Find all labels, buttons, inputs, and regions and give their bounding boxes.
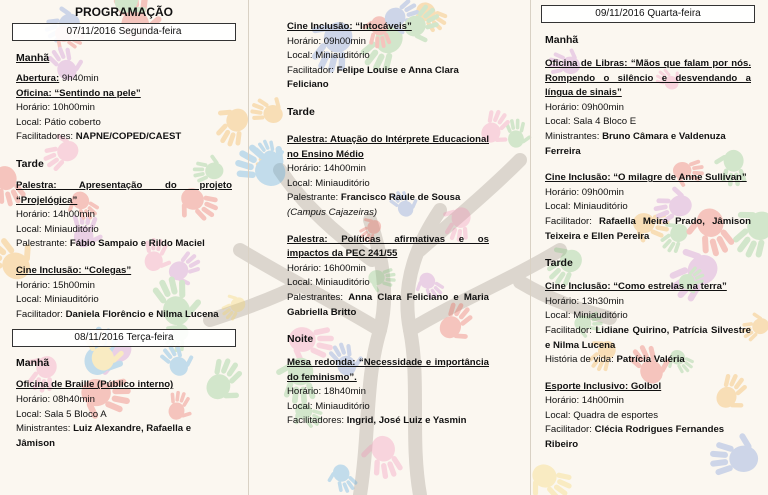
event-cine-anne-sullivan: [545, 171, 751, 244]
event-libras: [545, 57, 751, 159]
round-table-time: Horário: 18h40min: [287, 386, 366, 398]
braille-title: Oficina de Braille (Público interno): [16, 379, 174, 391]
golbol-facilitator-label: Facilitador:: [545, 424, 595, 436]
cine-title: Cine Inclusão: “Colegas”: [16, 264, 132, 276]
talk2-time: Horário: 16h00min: [287, 262, 366, 274]
event-talk-interpreter: [287, 133, 489, 221]
round-table-facilitators-label: Facilitadores:: [287, 415, 347, 427]
period-afternoon: Tarde: [16, 157, 44, 170]
cine2-title: Cine Inclusão: “Como estrelas na terra”: [545, 281, 727, 293]
braille-ministrants: Luiz Alexandre, Rafaella e Jâmison: [16, 423, 192, 449]
period-night: Noite: [287, 333, 314, 346]
golbol-location: Local: Quadra de esportes: [545, 409, 659, 421]
workshop-location: Local: Pátio coberto: [16, 116, 101, 128]
cine2-location: Local: Miniauditório: [545, 310, 628, 322]
talk1-title: Palestra: Atuação do Intérprete Educacional no Ensino Médio: [287, 133, 489, 160]
event-cine-estrelas: [545, 280, 751, 368]
event-talk-pec: [287, 233, 489, 321]
talk2-title: Palestra: Políticas afirmativas e os impactos da PEC 241/55: [287, 233, 489, 260]
talk2-speakers-label: Palestrantes:: [287, 291, 349, 303]
workshop-title: Oficina: “Sentindo na pele”: [16, 87, 141, 99]
period-morning: Manhã: [16, 52, 50, 64]
fold-line-right: [530, 0, 531, 495]
talk2-speakers: Anna Clara Feliciano e Maria Gabriella Britto: [287, 291, 489, 318]
workshop-facilitators-label: Facilitadores:: [16, 131, 76, 143]
cine-location: Local: Miniauditório: [287, 50, 370, 62]
cine1-facilitator-label: Facilitador:: [545, 215, 600, 227]
libras-title: Oficina de Libras: “Mãos que falam por nós. Rompendo o silêncio e desvendando a língua de sinais”: [545, 58, 751, 99]
period-afternoon: Tarde: [545, 257, 573, 270]
date-header-monday: 07/11/2016 Segunda-feira: [12, 23, 236, 41]
cine1-time: Horário: 09h00min: [545, 186, 624, 198]
date-header-tuesday: 08/11/2016 Terça-feira: [12, 329, 236, 347]
round-table-location: Local: Miniauditório: [287, 400, 370, 412]
golbol-time: Horário: 14h00min: [545, 395, 624, 407]
talk-location: Local: Miniauditório: [16, 223, 99, 235]
cine-location: Local: Miniauditório: [16, 294, 99, 306]
talk2-location: Local: Miniauditório: [287, 277, 370, 289]
cine1-facilitators: Rafaella Meira Prado, Jâmison Teixeira e Ellen Pereira: [545, 215, 751, 242]
talk1-campus: (Campus Cajazeiras): [287, 206, 378, 218]
braille-location: Local: Sala 5 Bloco A: [16, 408, 107, 420]
cine-facilitators: Felipe Louise e Anna Clara Feliciano: [287, 64, 459, 91]
event-round-table: [287, 356, 489, 429]
period-morning: Manhã: [545, 34, 579, 46]
event-talk-projelogica: [16, 179, 232, 252]
talk1-speaker-label: Palestrante:: [287, 192, 341, 204]
cine1-location: Local: Miniauditório: [545, 201, 628, 213]
cine-title: Cine Inclusão: “Intocáveis”: [287, 21, 412, 32]
braille-ministrants-label: Ministrantes:: [16, 423, 74, 435]
cine-facilitator-label: Facilitador:: [287, 64, 337, 76]
panel-day-3: [541, 0, 755, 495]
cine2-life-story: Patrícia Valéria: [616, 354, 685, 366]
libras-location: Local: Sala 4 Bloco E: [545, 116, 637, 128]
golbol-title: Esporte Inclusivo: Golbol: [545, 380, 662, 392]
cine1-title: Cine Inclusão: “O milagre de Anne Sullivan”: [545, 172, 747, 184]
workshop-facilitators: NAPNE/COPED/CAEST: [75, 131, 182, 143]
cine2-facilitator-label: Facilitador:: [545, 324, 596, 336]
event-opening: [16, 72, 232, 145]
talk-speaker-label: Palestrante:: [16, 238, 70, 250]
cine2-facilitators: Lidiane Quirino, Patrícia Silvestre e Nilma Lucena: [545, 324, 751, 351]
cine2-life-story-label: História de vida:: [545, 354, 617, 366]
workshop-time: Horário: 10h00min: [16, 102, 95, 114]
panel-day-1: [12, 0, 236, 495]
event-braille: [16, 378, 232, 451]
round-table-facilitators: Ingrid, José Luiz e Yasmin: [346, 415, 467, 427]
libras-ministrants: Bruno Câmara e Valdenuza Ferreira: [545, 130, 726, 157]
talk-time: Horário: 14h00min: [16, 209, 95, 221]
event-cine-intocaveis: [287, 20, 489, 93]
date-header-wednesday: 09/11/2016 Quarta-feira: [541, 5, 755, 23]
event-golbol: [545, 380, 751, 453]
opening-time: 9h40min: [59, 73, 99, 84]
golbol-facilitator: Clécia Rodrigues Fernandes Ribeiro: [545, 424, 725, 451]
talk1-location: Local: Miniauditório: [287, 177, 370, 189]
cine-facilitators: Daniela Florêncio e Nilma Lucena: [65, 308, 219, 320]
period-morning-2: Manhã: [16, 357, 50, 370]
period-afternoon: Tarde: [287, 105, 315, 118]
cine-time: Horário: 15h00min: [16, 279, 95, 291]
libras-ministrants-label: Ministrantes:: [545, 130, 603, 142]
talk1-time: Horário: 14h00min: [287, 163, 366, 175]
talk-speakers: Fábio Sampaio e Rildo Maciel: [69, 238, 205, 250]
talk1-speaker: Francisco Raule de Sousa: [340, 192, 461, 204]
cine-time: Horário: 09h00min: [287, 35, 366, 47]
round-table-title: Mesa redonda: “Necessidade e importância do feminismo”.: [287, 357, 489, 383]
opening-label: Abertura:: [16, 73, 60, 84]
program-title: PROGRAMAÇÃO: [75, 5, 173, 19]
cine2-time: Horário: 13h30min: [545, 295, 624, 307]
panel-day-2: [283, 0, 493, 495]
fold-line-left: [248, 0, 249, 495]
talk-title: Palestra: Apresentação do projeto “Projelógica”: [16, 179, 232, 206]
braille-time: Horário: 08h40min: [16, 393, 95, 405]
libras-time: Horário: 09h00min: [545, 101, 624, 113]
event-cine-colegas: [16, 264, 232, 322]
cine-facilitator-label: Facilitador:: [16, 308, 66, 320]
